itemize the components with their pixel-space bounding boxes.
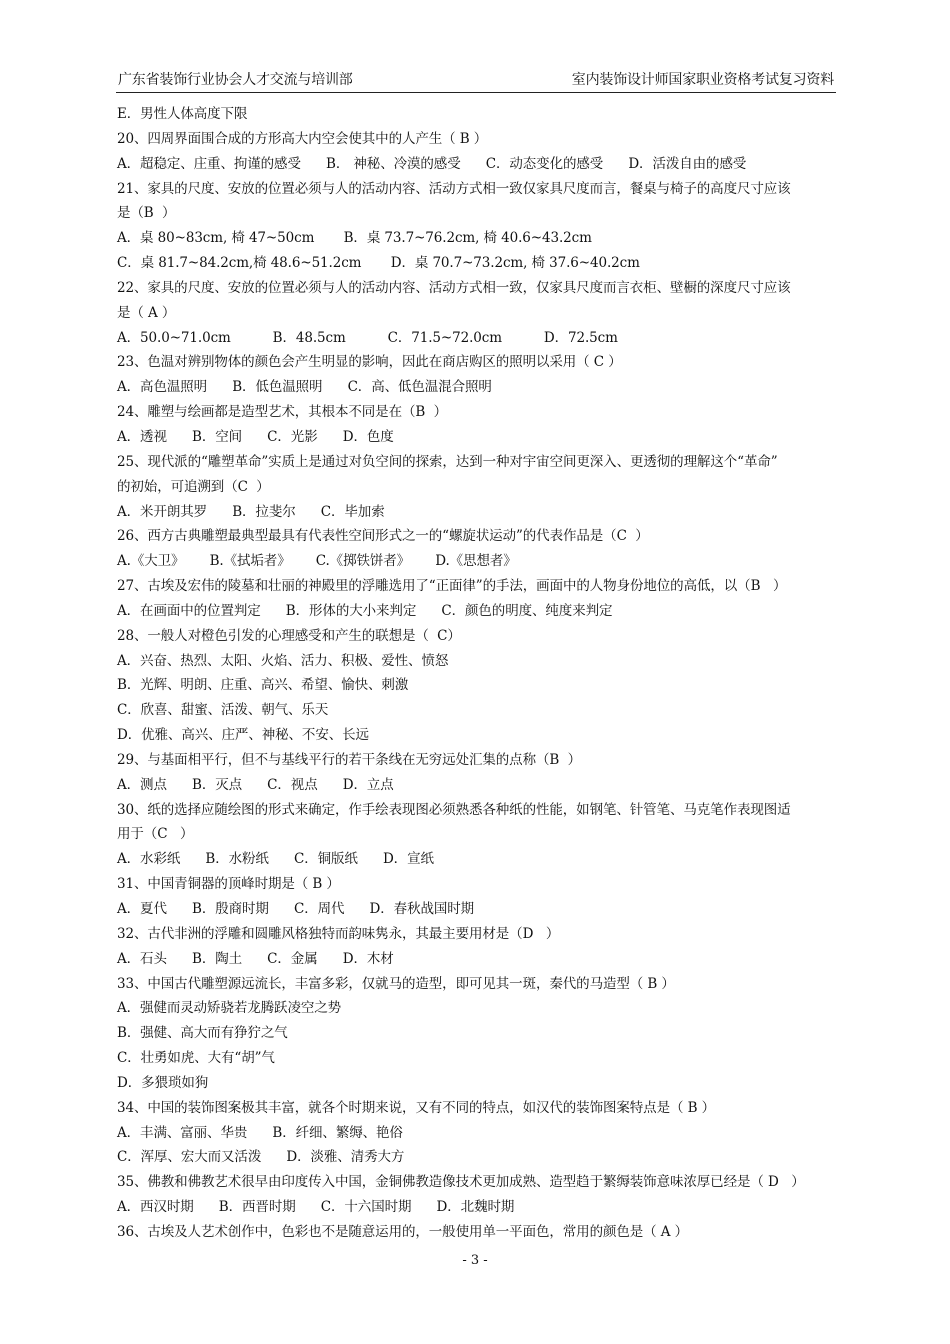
text-line: 36、古埃及人艺术创作中，色彩也不是随意运用的，一般使用单一平面色，常用的颜色是（ A ） bbox=[117, 1223, 689, 1240]
text-line: 34、中国的装饰图案极其丰富，就各个时期来说，又有不同的特点，如汉代的装饰图案特点是（ B ） bbox=[117, 1099, 715, 1116]
text-line: 25、现代派的“雕塑革命”实质上是通过对负空间的探索，达到一种对宇宙空间更深入、更透彻的理解这个“革命” bbox=[117, 453, 778, 470]
text-line: 23、色温对辨别物体的颜色会产生明显的影响，因此在商店购区的照明以采用（ C ） bbox=[117, 354, 622, 371]
text-line: C．桌 81.7~84.2cm,椅 48.6~51.2cm D．桌 70.7~73.2cm, 椅 37.6~40.2cm bbox=[117, 255, 640, 272]
text-line: D．多猥琐如狗 bbox=[117, 1074, 209, 1091]
page-number: - 3 - bbox=[462, 1253, 488, 1268]
text-line: A.《大卫》 B.《拭垢者》 C.《掷铁饼者》 D.《思想者》 bbox=[117, 553, 517, 570]
text-line: B．强健、高大而有狰狞之气 bbox=[117, 1025, 288, 1042]
text-line: 24、雕塑与绘画都是造型艺术，其根本不同是在（B ） bbox=[117, 404, 447, 421]
text-line: 33、中国古代雕塑源远流长，丰富多彩，仅就马的造型，即可见其一斑，秦代的马造型（ B ） bbox=[117, 975, 675, 992]
text-line: 31、中国青铜器的顶峰时期是（ B ） bbox=[117, 876, 340, 893]
question-list bbox=[117, 102, 839, 1245]
text-line: A．米开朗其罗 B．拉斐尔 C．毕加索 bbox=[117, 503, 385, 520]
text-line: A．丰满、富丽、华贵 B．纤细、繁缛、艳俗 bbox=[117, 1124, 403, 1141]
text-line: A．50.0~71.0cm B．48.5cm C．71.5~72.0cm D．72.5cm bbox=[117, 329, 618, 346]
text-line: A．超稳定、庄重、拘谨的感受 B． 神秘、冷漠的感受 C．动态变化的感受 D．活泼自由的感受 bbox=[117, 155, 747, 172]
text-line: A．水彩纸 B．水粉纸 C．铜版纸 D．宣纸 bbox=[117, 851, 434, 868]
text-line: A．桌 80~83cm, 椅 47~50cm B．桌 73.7~76.2cm, 椅 40.6~43.2cm bbox=[117, 230, 592, 247]
text-line: 32、古代非洲的浮雕和圆雕风格独特而韵味隽永，其最主要用材是（D ） bbox=[117, 925, 560, 942]
text-line: 是（ A ） bbox=[117, 304, 176, 321]
text-line: 用于（C ） bbox=[117, 826, 194, 843]
text-line: B．光辉、明朗、庄重、高兴、希望、愉快、刺激 bbox=[117, 677, 409, 694]
text-line: E．男性人体高度下限 bbox=[117, 106, 248, 122]
text-line: C．欣喜、甜蜜、活泼、朝气、乐天 bbox=[117, 702, 329, 719]
text-line: A．石头 B．陶土 C．金属 D．木材 bbox=[117, 950, 394, 967]
text-line: A．强健而灵动矫骁若龙腾跃凌空之势 bbox=[117, 1000, 342, 1017]
text-line: A．测点 B．灭点 C．视点 D．立点 bbox=[117, 776, 394, 793]
text-line: 26、西方古典雕塑最典型最具有代表性空间形式之一的“螺旋状运动”的代表作品是（C ） bbox=[117, 528, 649, 545]
text-line: 35、佛教和佛教艺术很早由印度传入中国，金铜佛教造像技术更加成熟、造型趋于繁缛装饰意味浓厚已经是（ D ） bbox=[117, 1174, 805, 1191]
text-line: A．兴奋、热烈、太阳、火焰、活力、积极、爱性、愤怒 bbox=[117, 652, 449, 669]
text-line: 的初始，可追溯到（C ） bbox=[117, 478, 270, 495]
text-line: 30、纸的选择应随绘图的形式来确定，作手绘表现图必须熟悉各种纸的性能，如钢笔、针管笔、马克笔作表现图适 bbox=[117, 801, 791, 818]
text-line: C．浑厚、宏大而又活泼 D．淡雅、清秀大方 bbox=[117, 1149, 405, 1166]
text-line: 22、家具的尺度、安放的位置必须与人的活动内容、活动方式相一致，仅家具尺度而言衣柜、壁橱的深度尺寸应该 bbox=[117, 279, 791, 296]
text-line: 29、与基面相平行，但不与基线平行的若干条线在无穷远处汇集的点称（B ） bbox=[117, 751, 581, 768]
text-line: 20、四周界面围合成的方形高大内空会使其中的人产生（ B ） bbox=[117, 130, 488, 147]
text-line: A．高色温照明 B．低色温照明 C．高、低色温混合照明 bbox=[117, 379, 492, 396]
text-line: 28、一般人对橙色引发的心理感受和产生的联想是（ C） bbox=[117, 627, 461, 644]
text-line: 是（B ） bbox=[117, 205, 176, 222]
page-header bbox=[116, 70, 836, 93]
header-document-title: 室内装饰设计师国家职业资格考试复习资料 bbox=[571, 72, 834, 88]
header-organization: 广东省装饰行业协会人才交流与培训部 bbox=[118, 72, 353, 88]
text-line: 27、古埃及宏伟的陵墓和壮丽的神殿里的浮雕选用了“正面律”的手法，画面中的人物身份地位的高低，以（B ） bbox=[117, 578, 787, 595]
text-line: A．透视 B．空间 C．光影 D．色度 bbox=[117, 428, 394, 445]
text-line: D．优雅、高兴、庄严、神秘、不安、长远 bbox=[117, 727, 369, 744]
text-line: C．壮勇如虎、大有“胡”气 bbox=[117, 1050, 275, 1067]
text-line: A．夏代 B．殷商时期 C．周代 D．春秋战国时期 bbox=[117, 901, 475, 917]
text-line: A．西汉时期 B．西晋时期 C．十六国时期 D．北魏时期 bbox=[117, 1199, 515, 1216]
text-line: A．在画面中的位置判定 B．形体的大小来判定 C．颜色的明度、纯度来判定 bbox=[117, 602, 613, 619]
text-line: 21、家具的尺度、安放的位置必须与人的活动内容、活动方式相一致仅家具尺度而言，餐桌与椅子的高度尺寸应该 bbox=[117, 180, 791, 197]
